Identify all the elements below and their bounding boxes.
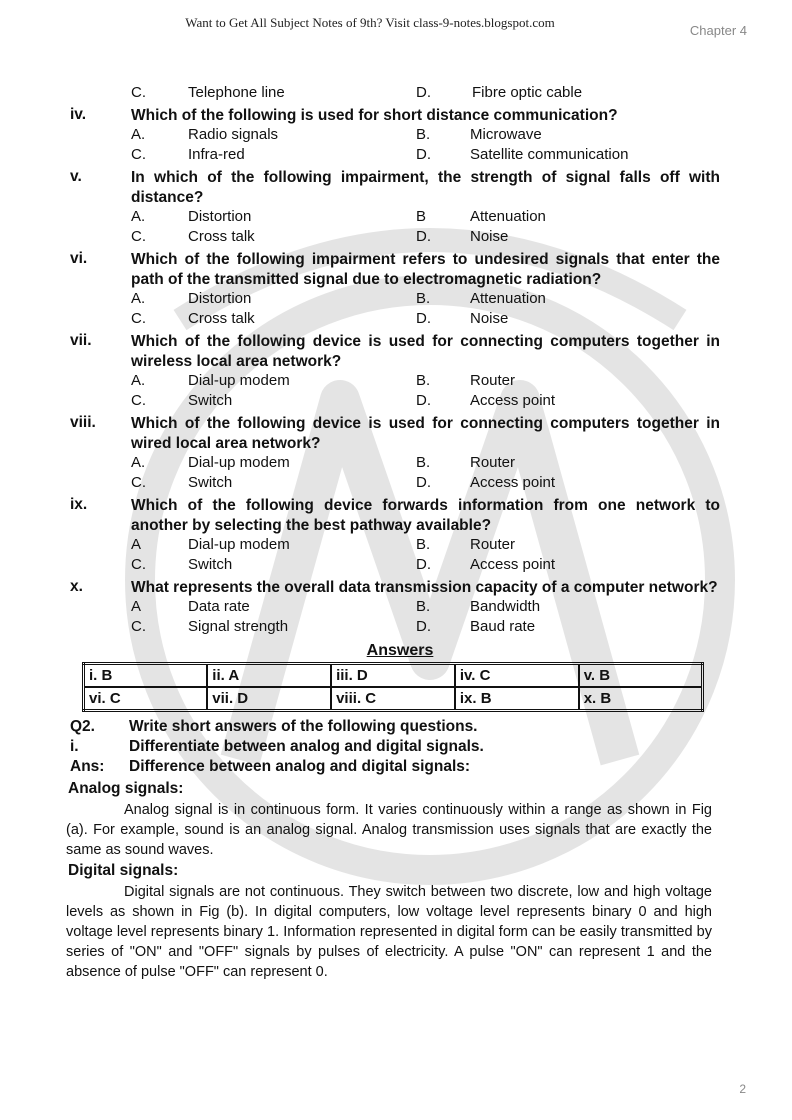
option-text: Router — [470, 454, 516, 471]
q2-sub-text: Differentiate between analog and digital signals. — [129, 738, 484, 755]
option-text: Data rate — [188, 598, 250, 615]
chapter-label: Chapter 4 — [689, 23, 747, 38]
option-text: Access point — [470, 556, 556, 573]
question-2 — [70, 718, 720, 778]
option-letter: D. — [416, 474, 431, 491]
answer-cell: ii. A — [207, 664, 331, 688]
option-letter: B. — [416, 536, 431, 553]
mcq-question — [70, 332, 720, 412]
option-letter: B. — [416, 290, 431, 307]
option-row — [70, 146, 720, 166]
question-text: Which of the following device is used for connecting computers together in wired local area network? — [131, 415, 720, 452]
question-number: ix. — [70, 496, 88, 513]
option-row — [70, 372, 720, 392]
option-row — [70, 598, 720, 618]
question-number: viii. — [70, 414, 96, 431]
option-letter: B. — [416, 598, 431, 615]
option-letter: D. — [416, 392, 431, 409]
option-text: Bandwidth — [470, 598, 541, 615]
option-text: Dial-up modem — [188, 372, 290, 389]
option-letter: C. — [131, 618, 146, 635]
option-text: Baud rate — [470, 618, 536, 635]
question-text: Which of the following impairment refers to undesired signals that enter the path of the transmitted signal due to electromagnetic radiation? — [131, 251, 720, 288]
question-number: iv. — [70, 106, 87, 123]
option-row — [70, 618, 720, 638]
option-letter: D. — [416, 618, 431, 635]
mcq-question — [70, 496, 720, 576]
option-letter: C. — [131, 84, 146, 101]
option-row — [70, 208, 720, 228]
option-text: Distortion — [188, 290, 252, 307]
option-letter: A. — [131, 126, 146, 143]
mcq-question — [70, 106, 720, 166]
mcq-question — [70, 250, 720, 330]
option-text: Switch — [188, 474, 233, 491]
option-row — [70, 84, 720, 104]
analog-paragraph: Analog signal is in continuous form. It varies continuously within a range as shown in Fig (a). For example, sound is an analog signal. Analog transmission uses signals that are exactly the same as sound waves. — [66, 802, 712, 858]
option-text: Router — [470, 536, 516, 553]
option-text: Cross talk — [188, 310, 255, 327]
option-row — [70, 454, 720, 474]
answers-title: Answers — [366, 642, 434, 659]
option-text: Satellite communication — [470, 146, 629, 163]
question-text: In which of the following impairment, the strength of signal falls off with distance? — [131, 169, 720, 206]
option-row — [70, 474, 720, 494]
answer-cell: viii. C — [331, 687, 455, 711]
answer-cell: iv. C — [455, 664, 579, 688]
answer-cell: ix. B — [455, 687, 579, 711]
option-row — [70, 228, 720, 248]
question-number: vii. — [70, 332, 92, 349]
answer-cell: x. B — [579, 687, 703, 711]
option-text: Radio signals — [188, 126, 279, 143]
option-text: Dial-up modem — [188, 454, 290, 471]
option-letter: C. — [131, 310, 146, 327]
option-row — [70, 556, 720, 576]
question-text: What represents the overall data transmission capacity of a computer network? — [131, 579, 718, 596]
option-letter: C. — [131, 228, 146, 245]
option-letter: A. — [131, 372, 146, 389]
question-number: vi. — [70, 250, 88, 267]
option-text: Dial-up modem — [188, 536, 290, 553]
option-letter: B. — [416, 454, 431, 471]
question-number: v. — [70, 168, 82, 185]
digital-heading: Digital signals: — [68, 862, 179, 879]
page-number: 2 — [739, 1082, 746, 1096]
option-text: Noise — [470, 310, 509, 327]
option-letter: A — [131, 598, 142, 615]
option-text: Access point — [470, 474, 556, 491]
answer-cell: vi. C — [84, 687, 208, 711]
option-text: Infra-red — [188, 146, 245, 163]
question-number: x. — [70, 578, 83, 595]
option-text: Signal strength — [188, 618, 289, 635]
q2-row — [70, 718, 720, 738]
option-text: Distortion — [188, 208, 252, 225]
option-letter: A. — [131, 454, 146, 471]
mcq-question — [70, 578, 720, 638]
option-letter: D. — [416, 310, 431, 327]
option-letter: C. — [131, 556, 146, 573]
option-row — [70, 126, 720, 146]
option-row — [70, 392, 720, 412]
option-row — [70, 290, 720, 310]
mcq-list — [70, 106, 720, 638]
answers-row — [84, 664, 703, 688]
q2-text: Write short answers of the following questions. — [129, 718, 478, 735]
option-text: Switch — [188, 392, 233, 409]
option-text: Switch — [188, 556, 233, 573]
option-text: Cross talk — [188, 228, 255, 245]
option-text: Noise — [470, 228, 509, 245]
page-content — [66, 84, 720, 982]
option-text: Fibre optic cable — [472, 84, 583, 101]
option-row — [70, 310, 720, 330]
q2-sub-label: i. — [70, 738, 79, 755]
answers-row — [84, 687, 703, 711]
mcq-question — [70, 168, 720, 248]
option-text: Attenuation — [470, 208, 546, 225]
option-letter: A. — [131, 208, 146, 225]
option-letter: B. — [416, 126, 431, 143]
option-letter: D. — [416, 228, 431, 245]
option-text: Router — [470, 372, 516, 389]
option-row — [70, 536, 720, 556]
top-banner: Want to Get All Subject Notes of 9th? Visit class-9-notes.blogspot.com — [185, 15, 555, 30]
question-text: Which of the following is used for short distance communication? — [131, 107, 618, 124]
analog-heading: Analog signals: — [68, 780, 184, 797]
option-letter: B. — [416, 372, 431, 389]
q2-label: Q2. — [70, 718, 95, 735]
q2-sub-row — [70, 738, 720, 758]
option-letter: D. — [416, 146, 431, 163]
option-letter: C. — [131, 146, 146, 163]
answer-cell: i. B — [84, 664, 208, 688]
option-text: Attenuation — [470, 290, 546, 307]
option-letter: D. — [416, 84, 431, 101]
digital-paragraph: Digital signals are not continuous. They switch between two discrete, low and high voltage levels as shown in Fig (b). In digital computers, low voltage level represents binary 0 and high voltage level represents binary 1. Information represented in digital form can be easily transmitted by series of "ON" and "OFF" signals by pulses of electricity. A pulse "ON" can represent 1 and the absence of pulse "OFF" can represent 0. — [66, 884, 712, 980]
option-text: Telephone line — [188, 84, 285, 101]
option-letter: B — [416, 208, 427, 225]
question-text: Which of the following device is used for connecting computers together in wireless local area network? — [131, 333, 720, 370]
ans-row — [70, 758, 720, 778]
option-letter: A — [131, 536, 142, 553]
answer-cell: iii. D — [331, 664, 455, 688]
question-text: Which of the following device forwards information from one network to another by selecting the best pathway available? — [131, 497, 720, 534]
answers-table — [82, 662, 704, 712]
option-letter: C. — [131, 392, 146, 409]
option-letter: C. — [131, 474, 146, 491]
answer-cell: v. B — [579, 664, 703, 688]
option-letter: A. — [131, 290, 146, 307]
mcq-question — [70, 414, 720, 494]
ans-text: Difference between analog and digital signals: — [129, 758, 471, 775]
ans-label: Ans: — [70, 758, 105, 775]
option-text: Access point — [470, 392, 556, 409]
option-text: Microwave — [470, 126, 542, 143]
option-letter: D. — [416, 556, 431, 573]
answer-cell: vii. D — [207, 687, 331, 711]
